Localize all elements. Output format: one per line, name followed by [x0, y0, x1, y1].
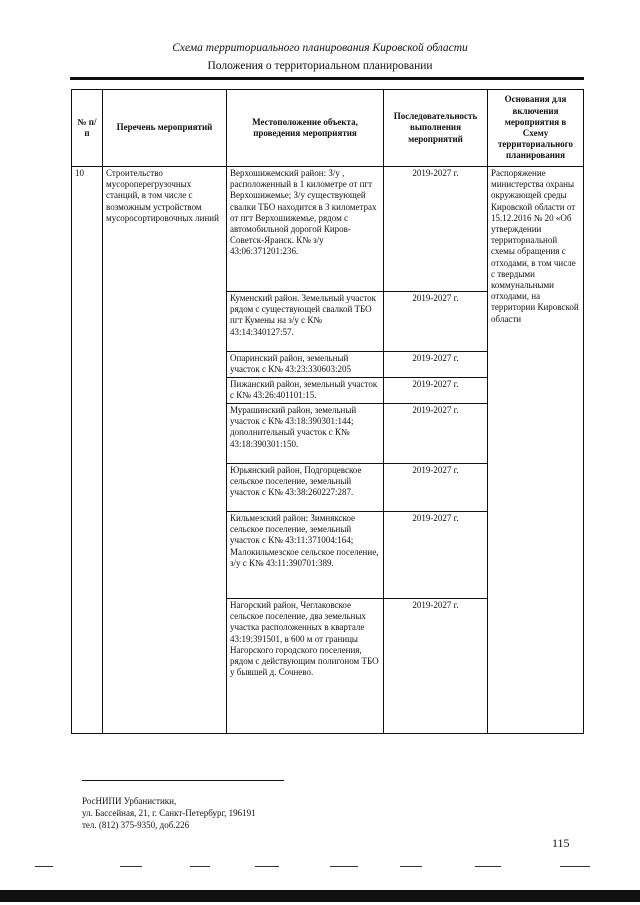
- location-cell: Куменский район. Земельный участок рядом с существующей свалкой ТБО пгт Кумены на з/у с К№ 43:14:340127:57.: [227, 292, 384, 352]
- document-title: Схема территориального планирования Кировской области: [172, 42, 468, 54]
- scan-artifact: [475, 866, 501, 867]
- period-cell: 2019-2027 г.: [384, 167, 488, 292]
- col-header-activity: Перечень мероприятий: [103, 90, 227, 167]
- location-cell: Мурашинский район, земельный участок с К№ 43:18:390301:144; дополнительный участок с К№ 43:18:390301:150.: [227, 404, 384, 464]
- location-cell: Пижанский район, земельный участок с К№ 43:26:401101:15.: [227, 378, 384, 404]
- col-header-num: № п/п: [72, 90, 103, 167]
- col-header-period: Последовательность выполнения мероприятий: [384, 90, 488, 167]
- scan-artifact: [35, 866, 53, 867]
- scan-artifact: [330, 866, 358, 867]
- period-cell: 2019-2027 г.: [384, 404, 488, 464]
- location-cell: Верхошижемский район: З/у , расположенный в 1 километре от пгт Верхошижемье; З/у существующей свалки ТБО находится в 3 километрах от пгт Верхошижемье, рядом с автомобильной дорогой Киров-Советск-Яранск. К№ з/у 43:06:371201:236.: [227, 167, 384, 292]
- table-row: [72, 167, 584, 292]
- period-cell: 2019-2027 г.: [384, 292, 488, 352]
- footer-rule: [82, 780, 284, 781]
- location-cell: Кильмезский район: Зимнякское сельское поселение, земельный участок с К№ 43:11:371004:164; Малокильмезское сельское поселение, з/у с К№ 43:11:390701:389.: [227, 512, 384, 599]
- period-cell: 2019-2027 г.: [384, 378, 488, 404]
- period-cell: 2019-2027 г.: [384, 512, 488, 599]
- row-number: 10: [72, 167, 103, 734]
- table-header-row: [72, 90, 584, 167]
- measures-table: [71, 89, 584, 734]
- scan-artifact: [255, 866, 279, 867]
- activity-cell: Строительство мусороперегрузочных станций, в том числе с возможным устройством мусоросортировочных линий: [103, 167, 227, 734]
- location-cell: Опаринский район, земельный участок с К№ 43:23:330603:205: [227, 352, 384, 378]
- col-header-basis: Основания для включения мероприятия в Схему территориального планирования: [488, 90, 584, 167]
- basis-cell: Распоряжение министерства охраны окружающей среды Кировской области от 15.12.2016 № 20 «Об утверждении территориальной схемы обращения с отходами, в том числе с твердыми коммунальными отходами, на территории Кировской области: [488, 167, 584, 734]
- col-header-location: Местоположение объекта, проведения мероприятия: [227, 90, 384, 167]
- scan-artifact: [400, 866, 422, 867]
- period-cell: 2019-2027 г.: [384, 352, 488, 378]
- header-rule: [70, 77, 584, 80]
- period-cell: 2019-2027 г.: [384, 599, 488, 734]
- page-number: 115: [552, 836, 570, 850]
- period-cell: 2019-2027 г.: [384, 464, 488, 512]
- location-cell: Нагорский район, Чеглаковское сельское поселение, два земельных участка расположенных в квартале 43:19:391501, в 600 м от границы Нагорского городского поселения, рядом с действующим полигоном ТБО у бывшей д. Сочнево.: [227, 599, 384, 734]
- scan-edge-bar: [0, 890, 640, 902]
- footer-org: РосНИПИ Урбанистики,: [82, 796, 177, 806]
- location-cell: Юрьянский район, Подгорцевское сельское поселение, земельный участок с К№ 43:38:260227:287.: [227, 464, 384, 512]
- footer-address: ул. Бассейная, 21, г. Санкт-Петербург, 196191: [82, 808, 256, 818]
- scan-artifact: [190, 866, 210, 867]
- document-subtitle: Положения о территориальном планировании: [207, 60, 433, 72]
- scan-artifact: [560, 866, 590, 867]
- scan-artifact: [120, 866, 142, 867]
- footer-phone: тел. (812) 375-9350, доб.226: [82, 820, 190, 830]
